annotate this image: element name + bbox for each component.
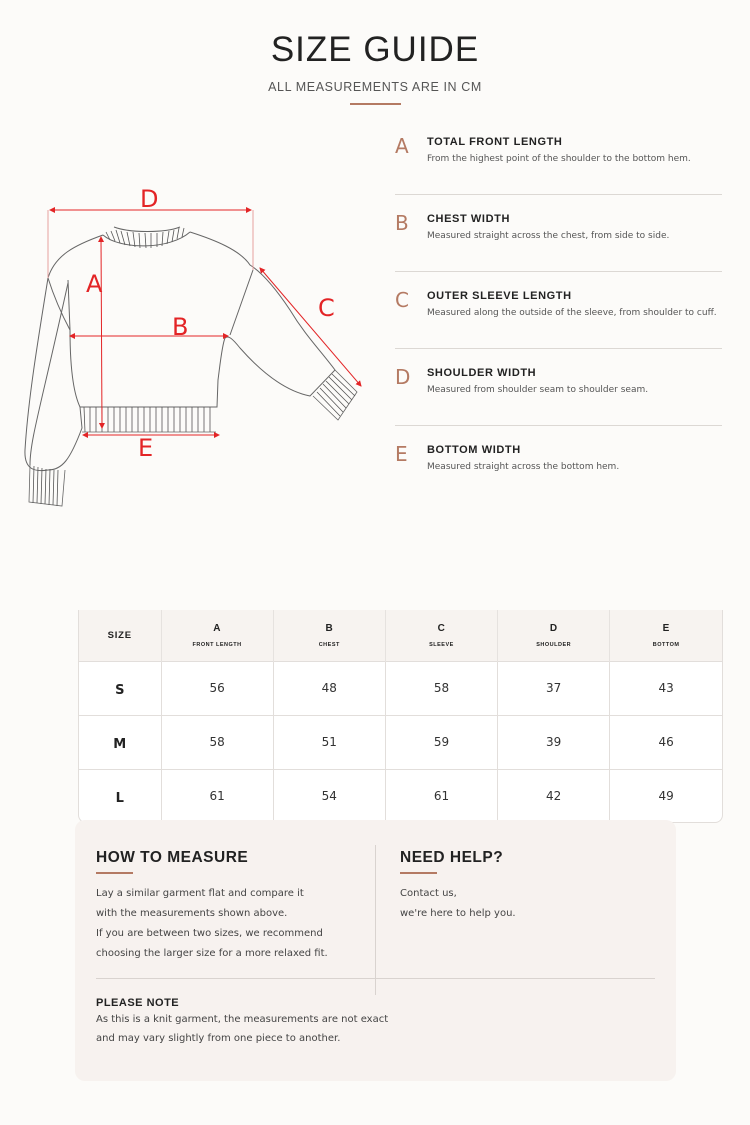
legend-letter: A [395, 134, 409, 158]
how-to-measure-title: HOW TO MEASURE [96, 849, 249, 866]
diagram-label-a: A [86, 270, 103, 298]
how-to-measure-text: Lay a similar garment flat and compare it with the measurements shown above. If you are between two sizes, we recommend choosing the larger size for a more relaxed fit. [96, 888, 328, 959]
vertical-divider [375, 845, 376, 995]
measure-line-c [260, 268, 361, 386]
value-cell: 59 [385, 715, 497, 769]
size-cell: S [79, 661, 161, 715]
value-cell: 37 [498, 661, 610, 715]
legend-item-e [395, 426, 722, 503]
header-size: SIZE [79, 610, 161, 661]
value-cell: 54 [273, 769, 385, 823]
legend-name: BOTTOM WIDTH [427, 444, 521, 456]
horizontal-divider [96, 978, 655, 979]
legend-desc: Measured along the outside of the sleeve, from shoulder to cuff. [427, 308, 717, 318]
legend-name: CHEST WIDTH [427, 213, 510, 225]
measurement-legend [395, 118, 722, 503]
value-cell: 56 [161, 661, 273, 715]
value-cell: 58 [385, 661, 497, 715]
please-note-text: As this is a knit garment, the measurements are not exact and may vary slightly from one piece to another. [96, 1014, 389, 1044]
size-cell: M [79, 715, 161, 769]
legend-desc: Measured straight across the bottom hem. [427, 462, 620, 472]
diagram-label-b: B [172, 313, 189, 341]
diagram-label-d: D [140, 185, 159, 213]
value-cell: 39 [498, 715, 610, 769]
how-to-measure-underline [96, 872, 133, 874]
header-col-c: C SLEEVE [385, 610, 497, 661]
title-underline [350, 103, 401, 105]
page-subtitle: ALL MEASUREMENTS ARE IN CM [268, 80, 482, 94]
diagram-label-c: C [318, 294, 335, 322]
table-row [79, 661, 722, 715]
header-col-b: B CHEST [273, 610, 385, 661]
size-table [78, 610, 723, 823]
legend-item-c [395, 272, 722, 349]
legend-name: TOTAL FRONT LENGTH [427, 136, 563, 148]
legend-letter: E [395, 442, 408, 466]
legend-name: OUTER SLEEVE LENGTH [427, 290, 572, 302]
legend-letter: D [395, 365, 411, 389]
value-cell: 61 [385, 769, 497, 823]
help-panel [75, 820, 676, 1081]
value-cell: 48 [273, 661, 385, 715]
value-cell: 49 [610, 769, 722, 823]
legend-desc: Measured straight across the chest, from side to side. [427, 231, 670, 241]
legend-item-a [395, 118, 722, 195]
value-cell: 43 [610, 661, 722, 715]
please-note-title: PLEASE NOTE [96, 997, 180, 1009]
need-help-text: Contact us, we're here to help you. [400, 888, 516, 919]
need-help-underline [400, 872, 437, 874]
sweater-diagram [0, 170, 380, 520]
header-col-d: D SHOULDER [498, 610, 610, 661]
value-cell: 51 [273, 715, 385, 769]
header-col-a: A FRONT LENGTH [161, 610, 273, 661]
value-cell: 46 [610, 715, 722, 769]
table-row [79, 769, 722, 823]
legend-desc: From the highest point of the shoulder to the bottom hem. [427, 154, 691, 164]
value-cell: 61 [161, 769, 273, 823]
table-row [79, 715, 722, 769]
size-cell: L [79, 769, 161, 823]
legend-letter: B [395, 211, 409, 235]
header-col-e: E BOTTOM [610, 610, 722, 661]
legend-name: SHOULDER WIDTH [427, 367, 537, 379]
table-header-row [79, 610, 722, 661]
legend-desc: Measured from shoulder seam to shoulder seam. [427, 385, 649, 395]
legend-item-d [395, 349, 722, 426]
page-title: SIZE GUIDE [270, 30, 480, 69]
legend-letter: C [395, 288, 409, 312]
value-cell: 42 [498, 769, 610, 823]
measure-line-a [101, 237, 102, 428]
diagram-label-e: E [138, 434, 154, 462]
need-help-title: NEED HELP? [400, 849, 504, 866]
legend-item-b [395, 195, 722, 272]
value-cell: 58 [161, 715, 273, 769]
